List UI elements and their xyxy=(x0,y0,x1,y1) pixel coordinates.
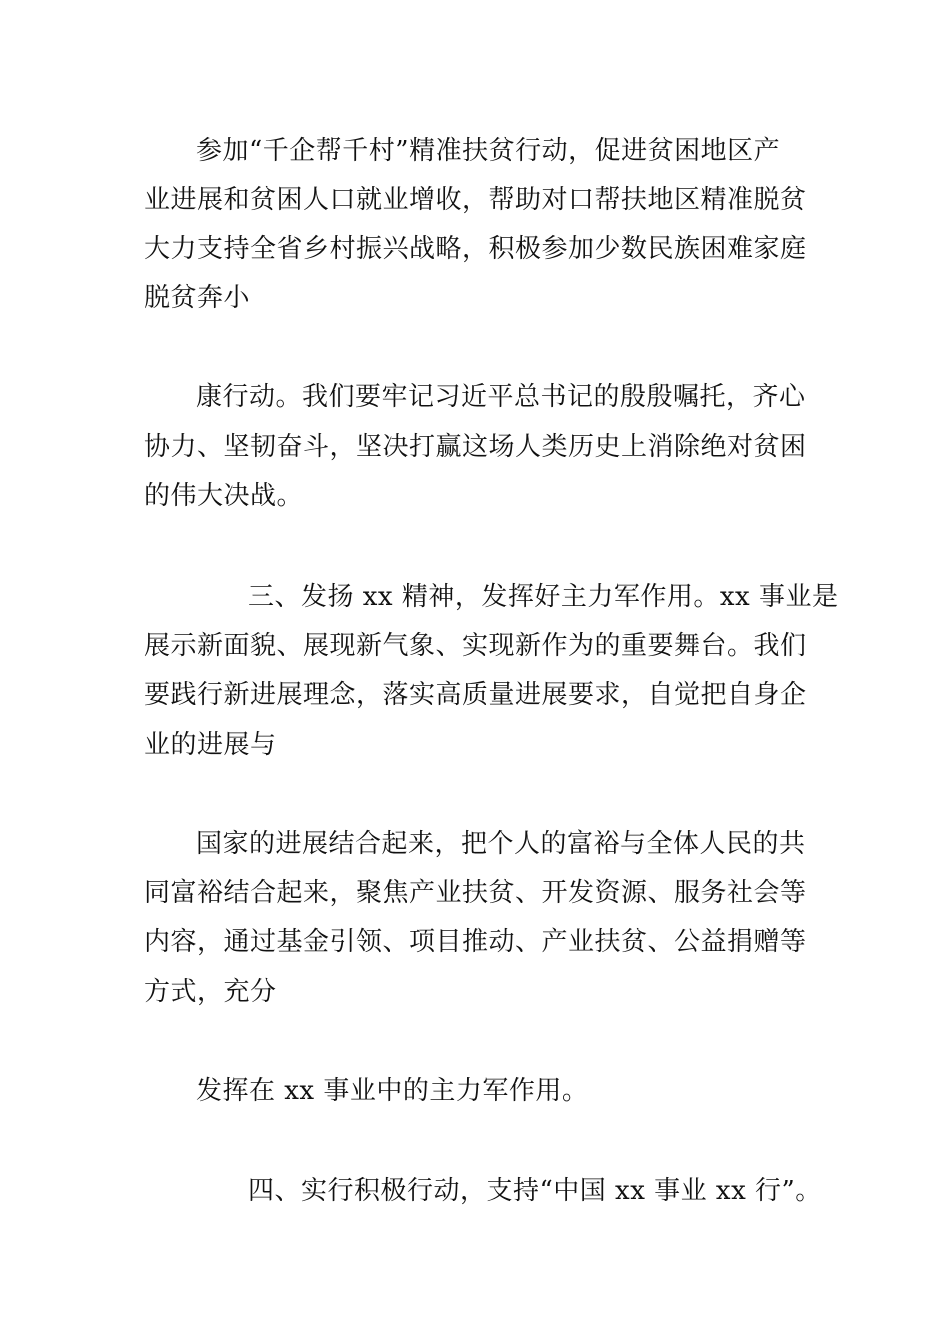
paragraph-1-line-2: 业进展和贫困人口就业增收，帮助对口帮扶地区精准脱贫 xyxy=(144,185,807,215)
paragraph-2-line-2: 协力、坚韧奋斗，坚决打赢这场人类历史上消除绝对贫困 xyxy=(144,432,807,462)
paragraph-1-line-1: 参加“千企帮千村”精准扶贫行动，促进贫困地区产 xyxy=(196,136,781,166)
paragraph-5-line-1: 发挥在 xx 事业中的主力军作用。 xyxy=(196,1076,589,1106)
paragraph-4-line-2: 同富裕结合起来，聚焦产业扶贫、开发资源、服务社会等 xyxy=(144,878,807,908)
paragraph-2-line-3: 的伟大决战。 xyxy=(144,481,304,511)
paragraph-6-line-1: 四、实行积极行动，支持“中国 xx 事业 xx 行”。 xyxy=(248,1176,822,1206)
paragraph-3-line-4: 业的进展与 xyxy=(144,730,277,760)
paragraph-3-line-3: 要践行新进展理念，落实高质量进展要求，自觉把自身企 xyxy=(144,680,807,710)
paragraph-3-line-2: 展示新面貌、展现新气象、实现新作为的重要舞台。我们 xyxy=(144,631,807,661)
paragraph-3-line-1: 三、发扬 xx 精神，发挥好主力军作用。xx 事业是 xyxy=(248,582,839,612)
paragraph-4-line-3: 内容，通过基金引领、项目推动、产业扶贫、公益捐赠等 xyxy=(144,927,807,957)
paragraph-1-line-4: 脱贫奔小 xyxy=(144,283,251,313)
paragraph-2-line-1: 康行动。我们要牢记习近平总书记的殷殷嘱托，齐心 xyxy=(196,382,806,412)
paragraph-1-line-3: 大力支持全省乡村振兴战略，积极参加少数民族困难家庭 xyxy=(144,234,807,264)
paragraph-4-line-1: 国家的进展结合起来，把个人的富裕与全体人民的共 xyxy=(196,829,806,859)
paragraph-4-line-4: 方式，充分 xyxy=(144,977,277,1007)
